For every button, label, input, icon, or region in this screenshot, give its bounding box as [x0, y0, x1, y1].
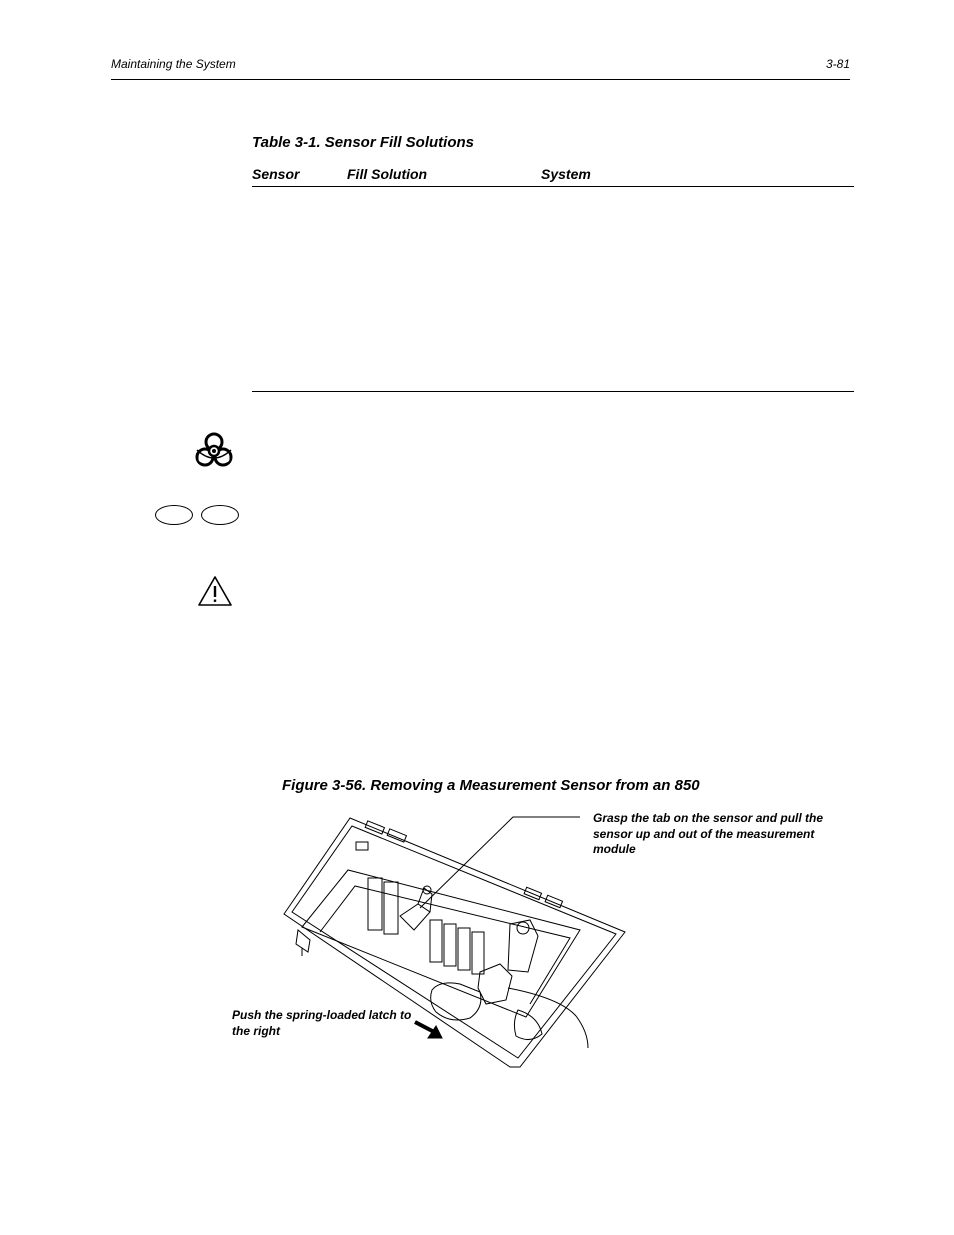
table-header-fill-solution: Fill Solution: [347, 166, 428, 182]
callout-push-latch: Push the spring-loaded latch to the right: [232, 1008, 412, 1038]
caution-triangle-icon: [197, 575, 233, 607]
table-rule-bottom: [252, 391, 854, 392]
callout-grasp-tab: Grasp the tab on the sensor and pull the sensor up and out of the measurement module: [593, 811, 824, 856]
header-rule: [111, 79, 850, 80]
page-number: 3-81: [825, 57, 850, 71]
key-oval-icon: [155, 505, 193, 525]
key-oval-icon: [201, 505, 239, 525]
table-title: Table 3-1. Sensor Fill Solutions: [252, 134, 474, 151]
figure-title: Figure 3-56. Removing a Measurement Sensor from an 850: [282, 777, 700, 794]
table-rule-top: [252, 186, 854, 187]
biohazard-icon: [193, 430, 235, 470]
table-header-sensor: Sensor: [252, 166, 300, 182]
running-header-section: Maintaining the System: [111, 57, 236, 71]
table-header-system: System: [541, 166, 591, 182]
